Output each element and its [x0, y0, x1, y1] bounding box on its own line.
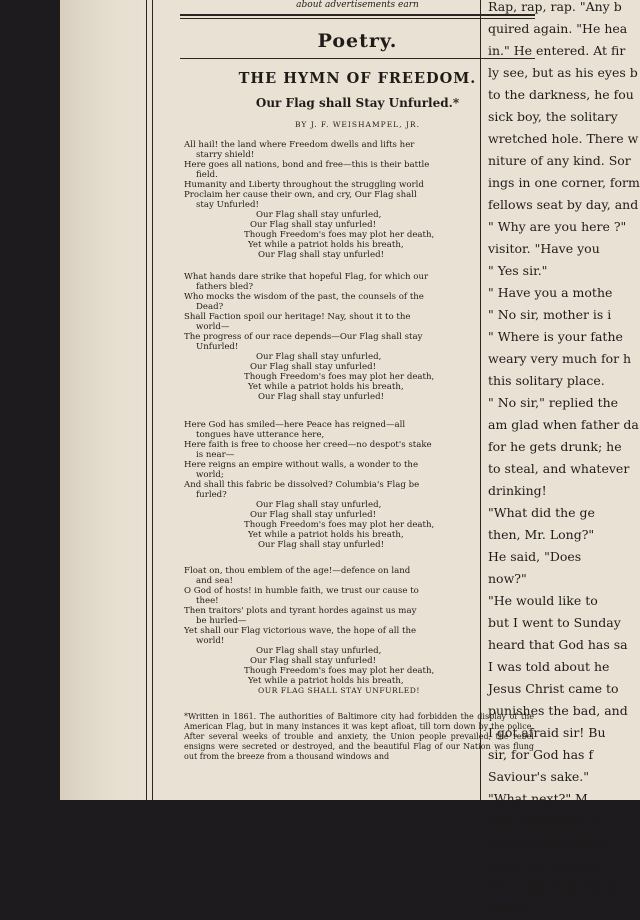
poem-footnote: *Written in 1861. The authorities of Baltimore city had forbidden the display of the American Flag, but in many instances it was kept afloat, till torn down by the police. After several weeks of trouble and anxiety, the Union people prevailed, the rebel ensigns were secreted or destroyed, and the beautiful Flag of our Nation was flung out from the breeze from a thousand windows and	[184, 712, 534, 761]
story-line: Saviour's sake."	[488, 769, 590, 784]
story-line: this solitary place.	[488, 373, 605, 388]
story-line: the boy some mone	[488, 835, 611, 850]
page-margin	[60, 0, 148, 800]
verse-line: And shall this fabric be dissolved? Columbia's Flag be	[184, 480, 420, 490]
story-line: wretched hole. There w	[488, 131, 639, 146]
verse-line: stay Unfurled!	[196, 200, 259, 210]
chorus-line: Our Flag shall stay unfurled,	[256, 210, 382, 220]
final-chorus-line: OUR FLAG SHALL STAY UNFURLED!	[258, 686, 420, 695]
chorus-line: Though Freedom's foes may plot her death,	[244, 372, 435, 382]
chorus-line: Though Freedom's foes may plot her death,	[244, 520, 435, 530]
story-line: but I went to Sunday	[488, 615, 621, 630]
column-rule-left	[146, 0, 147, 800]
verse-line: is near—	[196, 450, 235, 460]
story-line: He said, "Does	[488, 549, 582, 564]
column-rule-left-inner	[152, 0, 153, 800]
story-line: heard that God has sa	[488, 637, 628, 652]
top-note: about advertisements earn	[296, 0, 419, 10]
verse-line: Float on, thou emblem of the age!—defence on land	[184, 566, 411, 576]
verse-line: tongues have utterance here,	[196, 430, 325, 440]
story-line: " Yes sir."	[488, 263, 548, 278]
story-line: "He would like to	[488, 593, 598, 608]
story-line: The gentleman to	[488, 813, 600, 828]
story-line: " No sir, mother is i	[488, 307, 612, 322]
chorus-line: Our Flag shall stay unfurled!	[258, 540, 385, 550]
title-rule	[180, 58, 535, 59]
verse-line: field.	[196, 170, 218, 180]
chorus-line: Though Freedom's foes may plot her death,	[244, 666, 435, 676]
poetry-column	[180, 0, 535, 800]
stanza-4	[184, 566, 534, 696]
poem-subtitle: Our Flag shall Stay Unfurled.*	[255, 96, 460, 110]
story-line: fellows seat by day, and	[488, 197, 639, 212]
chorus-line: Yet while a patriot holds his breath,	[248, 676, 404, 686]
story-line: sir, for God has f	[488, 747, 594, 762]
poem-byline: BY J. F. WEISHAMPEL, JR.	[295, 120, 420, 129]
section-rule-thin	[180, 18, 535, 19]
verse-line: All hail! the land where Freedom dwells and lifts her	[184, 140, 415, 150]
story-line: Jesus Christ came to	[488, 681, 619, 696]
verse-line: The progress of our race depends—Our Flag shall stay	[184, 332, 423, 342]
verse-line: world;	[196, 470, 224, 480]
story-line: to the darkness, he fou	[488, 87, 634, 102]
story-line: Rap, rap, rap. "Any b	[488, 0, 622, 14]
chorus-line: Though Freedom's foes may plot her death,	[244, 230, 435, 240]
story-line: " Have you a mothe	[488, 285, 613, 300]
section-title: Poetry.	[317, 30, 398, 52]
story-line: ly see, but as his eyes b	[488, 65, 638, 80]
verse-line: Yet shall our Flag victorious wave, the hope of all the	[184, 626, 417, 636]
story-line: quired again. "He hea	[488, 21, 628, 36]
story-line: visitor. "Have you	[488, 241, 600, 256]
chorus-line: Our Flag shall stay unfurled,	[256, 646, 382, 656]
newspaper-page	[60, 0, 640, 916]
chorus-line: Our Flag shall stay unfurled!	[250, 362, 377, 372]
story-line: in." He entered. At fir	[488, 43, 626, 58]
story-line: "What next?" M	[488, 791, 588, 806]
story-line: punishes the bad, and	[488, 703, 628, 718]
story-line: then, Mr. Long?"	[488, 527, 595, 542]
story-line: niture of any kind. Sor	[488, 153, 631, 168]
story-line: " No sir," replied the	[488, 395, 619, 410]
chorus-line: Yet while a patriot holds his breath,	[248, 530, 404, 540]
chorus-line: Our Flag shall stay unfurled!	[258, 392, 385, 402]
verse-line: Here goes all nations, bond and free—this is their battle	[184, 160, 430, 170]
verse-line: world—	[196, 322, 230, 332]
stanza-1	[184, 140, 534, 260]
story-line: " Where is your fathe	[488, 329, 623, 344]
verse-line: fathers bled?	[196, 282, 254, 292]
story-line: I was told about he	[488, 659, 610, 674]
verse-line: starry shield!	[196, 150, 255, 160]
chorus-line: Our Flag shall stay unfurled,	[256, 352, 382, 362]
chorus-line: Yet while a patriot holds his breath,	[248, 240, 404, 250]
story-line: " Why are you here ?"	[488, 219, 627, 234]
verse-line: furled?	[196, 490, 227, 500]
verse-line: Proclaim her cause their own, and cry, Our Flag shall	[184, 190, 417, 200]
story-column	[486, 0, 640, 916]
stanza-3	[184, 420, 534, 550]
verse-line: Dead?	[196, 302, 224, 312]
verse-line: What hands dare strike that hopeful Flag, for which our	[184, 272, 429, 282]
story-line: ings in one corner, form	[488, 175, 640, 190]
section-rule	[180, 14, 535, 16]
chorus-line: Our Flag shall stay unfurled!	[258, 250, 385, 260]
story-line: ladder.	[488, 901, 532, 916]
story-line: come and see him o	[488, 857, 614, 872]
story-line: he turned and was p	[488, 879, 618, 894]
story-line: sick boy, the solitary	[488, 109, 618, 124]
verse-line: Then traitors' plots and tyrant hordes against us may	[184, 606, 417, 616]
verse-line: O God of hosts! in humble faith, we trust our cause to	[184, 586, 419, 596]
story-line: now?"	[488, 571, 527, 586]
story-line: weary very much for h	[488, 351, 632, 366]
verse-line: and sea!	[196, 576, 233, 586]
chorus-line: Our Flag shall stay unfurled!	[250, 220, 377, 230]
verse-line: Here faith is free to choose her creed—no despot's stake	[184, 440, 432, 450]
story-line: drinking!	[488, 483, 547, 498]
story-line: to steal, and whatever	[488, 461, 630, 476]
verse-line: thee!	[196, 596, 219, 606]
verse-line: be hurled—	[196, 616, 247, 626]
poem-title: THE HYMN OF FREEDOM.	[238, 70, 477, 87]
verse-line: Here God has smiled—here Peace has reigned—all	[184, 420, 406, 430]
chorus-line: Our Flag shall stay unfurled!	[250, 510, 377, 520]
chorus-line: Yet while a patriot holds his breath,	[248, 382, 404, 392]
story-line: I got afraid sir! Bu	[488, 725, 606, 740]
verse-line: world!	[196, 636, 225, 646]
chorus-line: Our Flag shall stay unfurled!	[250, 656, 377, 666]
story-line: am glad when father da	[488, 417, 639, 432]
stanza-2	[184, 272, 534, 402]
chorus-line: Our Flag shall stay unfurled,	[256, 500, 382, 510]
verse-line: Shall Faction spoil our heritage! Nay, shout it to the	[184, 312, 411, 322]
verse-line: Humanity and Liberty throughout the struggling world	[184, 180, 424, 190]
verse-line: Here reigns an empire without walls, a wonder to the	[184, 460, 419, 470]
story-line: "What did the ge	[488, 505, 595, 520]
story-text	[488, 0, 640, 920]
verse-line: Who mocks the wisdom of the past, the counsels of the	[184, 292, 424, 302]
verse-line: Unfurled!	[196, 342, 239, 352]
story-line: for he gets drunk; he	[488, 439, 622, 454]
